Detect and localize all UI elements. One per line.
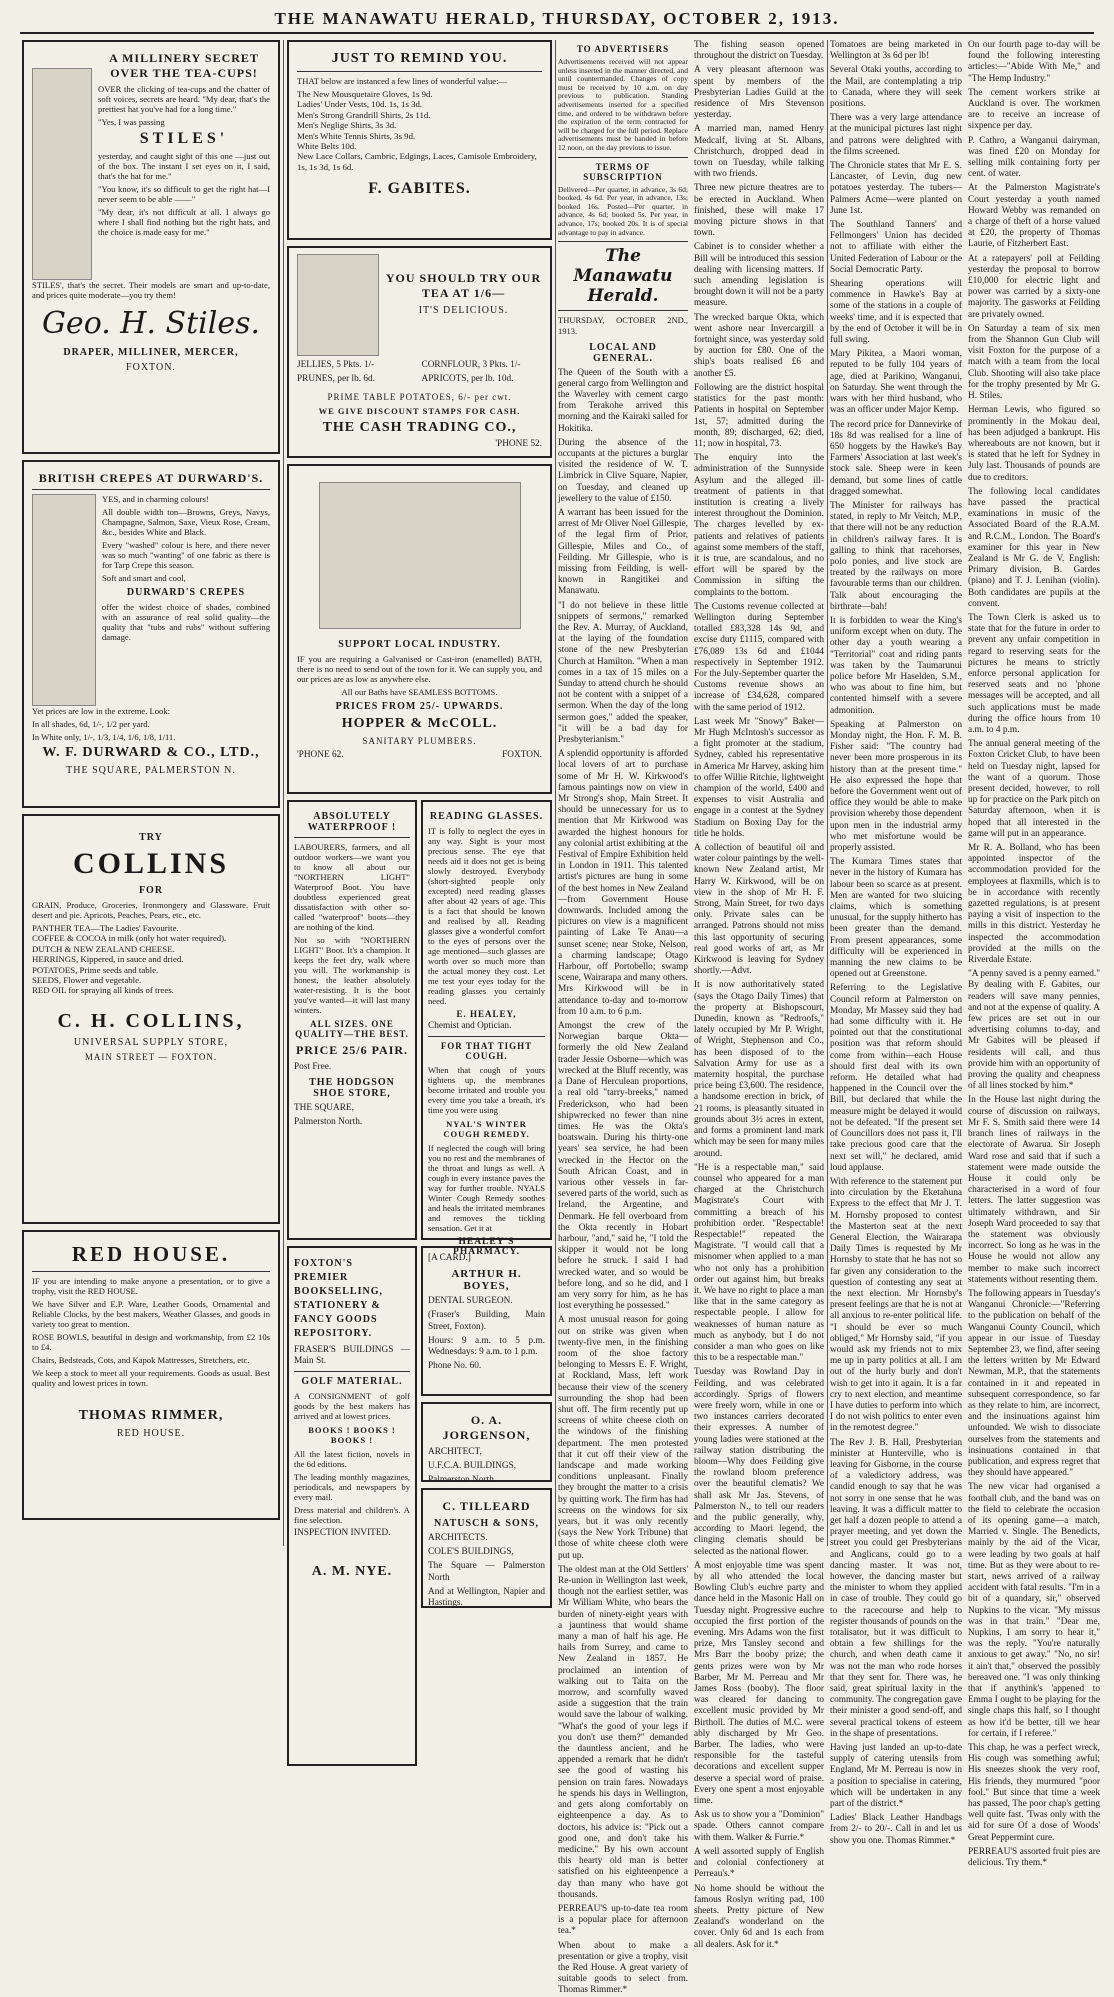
news-paragraph: Herman Lewis, who figured so prominently in the Mokau deal, has been adjudged a bankrupt. His whereabouts are not known, but it is stated that he left for Sydney in July last. Thousands of pounds are due to creditors.	[968, 405, 1100, 483]
ad-title: A MILLINERY SECRET OVER THE TEA-CUPS!	[109, 51, 259, 80]
news-paragraph: Tuesday was Rowland Day in Feilding, and was celebrated accordingly. Sprigs of flowers were freely worn, while in one or two instances carriers decorated their expresses. A number of young ladies were stationed at the railway station distributing the bloom—Why does Feilding give the rowland bloom preference over the beautiful clematis? We shall ask Mr Jas. Stevens, of Palmerston N., to tell our readers and the public generally, why, according to Maori legend, the clinging clematis should be selected as the national flower.	[694, 1367, 824, 1557]
news-paragraph: P. Cathro, a Wanganui dairyman, was fined £20 on Monday for selling milk containing forty per cent. of water.	[968, 135, 1100, 180]
ad-hodgson	[287, 800, 417, 1240]
price-item: APRICOTS, per lb. 10d.	[421, 374, 514, 385]
news-paragraph: The enquiry into the administration of the Sunnyside Asylum and the alleged ill-treatment of patients in that institution is creating a lively interest throughout the Dominion. The charges levelled by ex-patients and relatives of patients against some members of the staff, it is true, are scandalous, and no effort will be spared by the Commission in sifting the complaints to the bottom.	[694, 453, 824, 598]
list-item: COFFEE & COCOA in milk (only hot water required).	[32, 933, 227, 944]
ad-title: BRITISH CREPES AT DURWARD'S.	[32, 471, 270, 490]
section-title: GOLF MATERIAL.	[301, 1376, 403, 1388]
ad-row	[287, 1246, 552, 1766]
trade-line: DRAPER, MILLINER, MERCER,	[63, 347, 239, 358]
price-line: PRIME TABLE POTATOES, 6/- per cwt.	[327, 392, 512, 403]
dateline: THURSDAY, OCTOBER 2ND., 1913.	[558, 315, 688, 337]
signature: Geo. H. Stiles.	[41, 306, 261, 341]
ad-title: FOR THAT TIGHT COUGH.	[440, 1041, 533, 1062]
divider	[32, 1271, 270, 1272]
product-list	[32, 923, 270, 996]
ad-boyes	[421, 1246, 552, 1396]
column-2	[287, 40, 552, 1609]
news-paragraph: A warrant has been issued for the arrest of Mr Oliver Noel Gillespie, of the legal firm of Prior, Gillespie, Miles and Co., of Feilding. Mr Gillespie, who is missing from Feilding, is well-known in Rangitikei and Manawatu.	[558, 507, 688, 597]
news-paragraph: Amongst the crew of the Norwegian barque Okta—formerly the old New Zealand trader Jessie Osborne—which was wrecked at the Bluff recently, was a Dane of Herculean proportions, a real old "tarry-breeks," named Frederickson, who had been shipwrecked no fewer than nine times. He was the Okta's boatswain. During his thirty-one years' sea service, he had been wrecked in the Hector on the South African Coast, and in various other vessels in far-severed parts of the world, such as Ireland, the Argentine, and Denmark. He fell overboard from the Okta recently in Hobart harbour, "and," said he, "I told the skipper it would not be long before he struck. I said I had wrecked water, and so would be before long, and so he did, and I am very sorry for him, as he has lost everything he possessed."	[558, 1021, 688, 1312]
ad-text: THAT below are instanced a few lines of wonderful value:—	[297, 76, 508, 86]
news-paragraph: A well assorted supply of English and colonial confectionery at Perreau's.*	[694, 1846, 824, 1880]
section-title: LOCAL AND GENERAL.	[589, 341, 657, 364]
news-paragraph: The record price for Dannevirke of 18s 8d was realised for a line of 650 hoggets by the Hawke's Bay Farmers' Association at last week's stock sale. Sheep were in keen demand, but some lines of cattle dragged somewhat.	[830, 419, 962, 497]
ad-text: Dress material and children's. A fine selection.	[294, 1505, 410, 1526]
ad-text: We keep a stock to meet all your requirements. Goods as usual. Best quality and lowest prices in town.	[32, 1368, 270, 1388]
list-item: Ladies' Under Vests, 10d. 1s, 1s 3d.	[297, 99, 423, 110]
card-stack	[421, 1246, 552, 1766]
dress-lady-illustration	[32, 494, 96, 706]
news-paragraph: PERREAU'S up-to-date tea room is a popular place for afternoon tea.*	[558, 1903, 688, 1937]
ad-text: A CONSIGNMENT of golf goods by the best makers has arrived and at lowest prices.	[294, 1391, 410, 1422]
ad-text: "You know, it's so difficult to get the right hat—I never seem to be able ——"	[98, 184, 270, 204]
town: FOXTON.	[126, 362, 176, 373]
ad-text: The leading monthly magazines, periodicals, and newspapers by every mail.	[294, 1472, 410, 1503]
news-paragraph: In the House last night during the course of discussion on railways, Mr F. S. Smith said there were 14 branch lines of railways in the electorate of Awarua. Sir Joseph Ward rose and said that if such a statement were made outside the House it could only be characterised in a word of four letters. The latter suggestion was ultimately withdrawn, and Sir Joseph Ward proceeded to say that the statement was obviously incorrect. So long as he was in the House he would not allow any member to make such incorrect statements without resenting them.	[968, 1095, 1100, 1285]
news-paragraph: The Kumara Times states that never in the history of Kumara has labour been so scarce as at present. Men are wanted for two sluicing claims, which is something unusual, for the supply hitherto has been greater than the demand. From present appearances, some difficulty will be experienced in manning the new claims to be opened out at Greenstone.	[830, 857, 962, 980]
news-paragraph: Three new picture theatres are to be erected in Auckland. When finished, these will make 17 moving picture shows in that town.	[694, 183, 824, 239]
news-paragraph: There was a very large attendance at the municipal pictures last night and patrons were delighted with the films screened.	[830, 113, 962, 157]
column-4-right	[968, 40, 1100, 1869]
divider	[294, 1371, 410, 1372]
news-paragraph: On our fourth page to-day will be found the following interesting articles:—"Abide With Me," and "The Hemp Industry."	[968, 40, 1100, 84]
column-rule	[827, 40, 828, 1546]
brand-name: STILES'	[139, 130, 229, 147]
brand-name: DURWARD'S CREPES	[126, 587, 246, 598]
news-paragraph: Tomatoes are being marketed in Wellington at 3s 6d per lb!	[830, 40, 962, 62]
firm-name: E. HEALEY,	[456, 1009, 517, 1019]
column-rule	[283, 40, 284, 1546]
ad-text: We have Silver and E.P. Ware, Leather Goods, Ornamental and Reliable Clocks, by the best makers, Weather Glasses, and goods in variety too great to mention.	[32, 1299, 270, 1329]
ad-jorgenson	[421, 1402, 552, 1486]
ad-text: OVER the clicking of tea-cups and the chatter of soft voices, secrets are heard. "My dear, that's the prettiest hat you've had for a long time."	[98, 84, 270, 114]
phone: Phone No. 60.	[428, 1361, 482, 1372]
trade-line: DENTAL SURGEON.	[428, 1296, 513, 1307]
ad-text: All double width ton—Browns, Greys, Navys, Champagne, Salmon, Saxe, Vieux Rose, Cream, &c., besides White and Black.	[102, 507, 270, 537]
price-item: JELLIES, 5 Pkts. 1/-	[297, 360, 375, 370]
news-paragraph: A splendid opportunity is afforded local lovers of art to purchase some of Mr H. W. Kirkwood's famous paintings now on view in Mr Strong's shop, Main Street. It should be unnecessary for us to mention that Mr Kirkwood was awarded the highest honours for any colonial artist exhibiting at the Festival of Empire Exhibition held in London in 1911. This talented artist's pictures are hung in some of the best homes in New Zealand—from Government House downwards. Included among the pictures on view is a magnificent painting of Lake Te Anau—a sunset scene; near Stoke, Nelson, a charming landscape; Otago Harbour, off Portobello; swamp scene, Wairarapa and many others. Mrs Kirkwood will be in attendance to-day and to-morrow from 10 a.m. to 6 p.m.	[558, 749, 688, 1017]
owner-name: THOMAS RIMMER,	[78, 1408, 224, 1423]
news-paragraph: A married man, named Henry Medcalf, living at St. Albans, Christchurch, dropped dead in town on Tuesday, while talking with two friends.	[694, 124, 824, 180]
news-paragraph: A most enjoyable time was spent by all who attended the local Bowling Club's euchre party and dance held in the Masonic Hall on Tuesday night. Progressive euchre occupied the first portion of the evening. Mrs Adams won the first prize, Mrs Tansley second and Mrs Barr the booby prize; the gents prizes were won by Mr Barber, Mr M. Perreau and Mr James Ross (booby). The floor was cleared for dancing to excellent music provided by Mr Birtholl. The duties of M.C. were ably discharged by Mr Geo. Barber. The ladies, who were responsible for the tasteful decorations and excellent supper deserve a special word of praise. Every one spent a most enjoyable time.	[694, 1560, 824, 1807]
news-paragraph: A most unusual reason for going out on strike was given when twenty-five men, in the finishing room of the shoe factory belonging to Messrs E. F. Wright, at Rockland, Mass, left work because their view of the scenery surrounding the shop had been shut off. The firm recently put up screens of white cheese cloth on the windows of the finishing department. The men protested that it cut off their view of the landscape and made working conditions unpleasant. Finally they brought the matter to a crisis by quitting work. The firm has had screens on the windows for six years, but it was only recently (says the New York Tribune) that those of white cheese cloth were put up.	[558, 1315, 688, 1561]
column-3-left	[558, 40, 688, 1996]
news-paragraph: PERREAU'S assorted fruit pies are delicious. Try them.*	[968, 1846, 1100, 1869]
trade-line: Chemist and Optician.	[428, 1021, 512, 1031]
branches: And at Wellington, Napier and Hastings.	[428, 1586, 545, 1609]
news-paragraph: The cement workers strike at Auckland is over. The workmen are to receive an increase of sixpence per day.	[968, 87, 1100, 132]
news-paragraph: During the absence of the occupants at the pictures a burglar visited the residence of W. T. Limbrick in Clive Square, Napier, on Tuesday, and cleaned up jewellery to the value of £150.	[558, 437, 688, 504]
news-paragraph: Referring to the Legislative Council reform at Palmerston on Monday, Mr Massey said they had had some difficulty with it. He pointed out that the constitutional position was that reform should come from within—each House should first deal with its own reform. He detailed what had happened in the Council over the Bill, but declared that while the measure might be delayed it would not be defeated. "If the present set of Councillors does not pass it, I'll take precious good care that the next set will," he declared, amid loud applause.	[830, 983, 962, 1173]
news-paragraph: It is forbidden to wear the King's uniform except when on duty. The other day a youth wearing a "Territorial" coat and riding pants was taken by the Taumarunui police before Mr Haselden, S.M., who was about to fine him, but contented himself with a severe admonition.	[830, 615, 962, 716]
news-paragraph: With reference to the statement put into circulation by the Eketahuna Express to the effect that Mr J. T. M. Hornsby proposed to contest the Masterton seat at the next General Election, the Wairarapa Daily Times is requested by Mr Hornsby to state that he has not so far given any consideration to the question of contesting any seat at the next election. Mr Hornsby's present feelings are that he is not at all anxious to re-enter political life. "I should be ever so much obliged," Mr Hornsby said, "if you would ask my friends not to mix me up in party politics at all. I am out of the hurly burly and don't wish to get into it again. It is a far cry to next election, and meantime I have duties to perform into which I do not wish politics to enter even in the remotest degree."	[830, 1176, 962, 1434]
address: MAIN STREET — FOXTON.	[84, 1051, 218, 1062]
section-title: BOOKS ! BOOKS ! BOOKS !	[308, 1425, 396, 1446]
ad-text: YES, and in charming colours!	[102, 494, 209, 504]
divider	[558, 157, 688, 158]
ad-cash-trading	[287, 246, 552, 458]
ad-text: IF you are intending to make anyone a presentation, or to give a trophy, visit the RED HOUSE.	[32, 1276, 270, 1296]
price-line: PRICE 25/6 PAIR.	[295, 1043, 409, 1057]
list-item: White Belts 10d.	[297, 141, 357, 152]
ad-text: In all shades, 6d, 1/-, 1/2 per yard.	[32, 719, 150, 729]
ad-title: RED HOUSE.	[71, 1242, 231, 1266]
news-paragraph: Shearing operations will commence in Hawke's Bay at some of the stations in a couple of weeks' time, and it is expected that by the end of October it will be in full swing.	[830, 279, 962, 346]
invite-line: INSPECTION INVITED.	[294, 1528, 391, 1539]
news-paragraph: No home should be without the famous Roslyn writing pad, 100 sheets. Pretty picture of New Zealand's wonderland on the cover. Only 6d and 1s each from all dealers. Ask for it.*	[694, 1883, 824, 1950]
ad-text: IF you are requiring a Galvanised or Cast-iron (enamelled) BATH, there is no need to send out of the town for it. We can supply you, and our prices are as low as anywhere else.	[297, 654, 542, 684]
firm-name: ARTHUR H. BOYES,	[451, 1268, 522, 1293]
firm-name: W. F. DURWARD & CO., LTD.,	[42, 745, 260, 760]
ad-text: "Yes, I was passing	[98, 117, 165, 127]
ad-title: YOU SHOULD TRY OUR TEA AT 1/6—	[385, 271, 542, 300]
ad-title: ABSOLUTELY WATERPROOF !	[307, 811, 397, 833]
ad-title: COLLINS	[72, 847, 230, 880]
news-paragraph: At a ratepayers' poll at Feilding yesterday the proposal to borrow £10,000 for electric light and power was carried by a sixty-one majority. The gasworks at Feilding are privately owned.	[968, 253, 1100, 320]
ad-nye	[287, 1246, 417, 1766]
news-paragraph: The Rev J. B. Hall, Presbyterian minister at Hunterville, who is leaving for Gisborne, in the course of a valedictory address, was candid enough to say that he was not sorry in one sense that he was leaving. It was a difficult matter to get half a dozen people to attend a prayer meeting, and yet down the street you could get Presbyterians and Anglicans, could go to a dancing master. It was not, however, the dancing master but the minister to whom they applied in case of trouble. They could go to the racecourse and help to register thousands of pounds on the totalisator, but it was difficult to obtain a few shillings for the church, and when death came it was not the man who rode horses that they sent for. There was, he said, great spiritual laxity in the community. The congregation gave their minister a good send-off, and several practical tokens of esteem in the shape of presentations.	[830, 1437, 962, 1739]
ad-gabites	[287, 40, 552, 240]
ad-text: offer the widest choice of shades, combined with an assurance of real solid quality—the quality that "tubs and rubs" without suffering damage.	[102, 602, 270, 642]
news-paragraph: Several Otaki youths, according to the Mail, are contemplating a trip to Canada, where they will seek positions.	[830, 65, 962, 110]
notice-text: Advertisements received will not appear unless inserted in the manner directed, and until countermanded. Changes of copy must be received by 10 a.m. on day previous to publication. Standing advertisements inserted for a specified time, and ordered to be withdrawn before the expiration of the term contracted for will be charged for the full period. Replace advertisements must be handed in before 12 noon, on the day previous to issue.	[558, 57, 688, 152]
news-paragraph: "He is a respectable man," said counsel who appeared for a man charged at the Christchurch Magistrate's Court with committing a breach of his prohibition order. "Respectable! Respectable!" repeated the Magistrate. "I would call that a misnomer when applied to a man who not only has a prohibition order out against him, but breaks it. We have no right to place a man like that in the same category as respectable people. I allow for weaknesses of human nature as much as anybody, but I do not consider a man who goes on like this to be a respectable man."	[694, 1162, 824, 1364]
firm-name: A. M. NYE.	[311, 1563, 393, 1579]
column-3-right	[694, 40, 824, 1950]
news-paragraph: On Saturday a team of six men from the Shannon Gun Club will visit Foxton for the purpose of a match with a team from the local Club. Shooting will also take place for the trophy presented by Mr G. H. Stiles.	[968, 323, 1100, 402]
ad-tilleard	[421, 1488, 552, 1608]
firm-name: THE CASH TRADING CO.,	[322, 420, 517, 436]
building: COLE'S BUILDINGS,	[428, 1547, 514, 1558]
ad-text: GRAIN, Produce, Groceries, Ironmongery and Glassware. Fruit desert and pie. Apricots, Peaches, Pears, etc., etc.	[32, 900, 270, 920]
column-3-split	[558, 40, 824, 1996]
hours: Hours: 9 a.m. to 5 p.m. Wednesdays: 9 a.m. to 1 p.m.	[428, 1335, 545, 1358]
divider	[558, 241, 688, 242]
news-paragraph: Cabinet is to consider whether a Bill will be introduced this session dealing with licensing matters. If such amending legislation is brought down it will not be a party measure.	[694, 242, 824, 309]
news-paragraph: The new vicar had organised a football club, and the band was on the field to celebrate the occasion of its opening game—a match, Married v. Single. The Benedicts, mainly by the aid of the Vicar, were leading by two goals at half time. But as they were about to re-start, news arrived of a railway accident with fatal results. "I'm in a bit of a quandary, sir," observed Nupkins to the vicar. "My missus was in that train." "Dear me, Nupkins, I am sorry to hear it," was the reply. "You're naturally anxious to get away." "No, no sir! it ain't that," observed the possibly bereaved one. "I was only thinking that if anythink's 'appened to Emma I ought to be playing for the single chaps this half, so I thought as how it'd be better, till we hear for certain, if I referee."	[968, 1482, 1100, 1739]
column-4-split	[830, 40, 1100, 1869]
firm-name-2: NATUSCH & SONS,	[433, 1518, 540, 1529]
notice-title: TERMS OF SUBSCRIPTION	[583, 161, 663, 182]
news-paragraph: Ladies' Black Leather Handbags from 2/- to 20/-. Call in and let us show you one. Thomas Rimmer.*	[830, 1813, 962, 1846]
column-4	[830, 40, 1100, 1869]
address: THE SQUARE, PALMERSTON N.	[66, 765, 236, 776]
ad-text: Chairs, Bedsteads, Cots, and Kapok Mattresses, Stretchers, etc.	[32, 1355, 250, 1365]
news-paragraph: Last week Mr "Snowy" Baker—Mr Hugh McIntosh's successor as a fight promoter at the stadium, Sydney, cabled his representative in America Mr Harvey, asking him to offer Willie Ritchie, lightweight champion of the world, £400 and expenses to visit Australia and engage in a contest at the Sydney Stadium on Boxing Day for the title he holds.	[694, 716, 824, 839]
masthead: THE MANAWATU HERALD, THURSDAY, OCTOBER 2, 1913.	[20, 6, 1094, 34]
address: U.F.C.A. BUILDINGS,	[428, 1461, 517, 1472]
newspaper-flag: The Manawatu Herald.	[573, 246, 673, 307]
hat-lady-illustration	[32, 68, 92, 280]
list-item: RED OIL for spraying all kinds of trees.	[32, 985, 174, 996]
list-item: Men's Strong Grandrill Shirts, 2s 11d.	[297, 109, 431, 120]
ad-durward	[22, 460, 280, 808]
price-item: CORNFLOUR, 3 Pkts. 1/-	[421, 360, 521, 370]
notice-text: Delivered—Per quarter, in advance, 3s 6d; booked, 4s 6d. Per year, in advance, 13s; booked 16s. Posted—Per quarter, in advance, 4s 6d; booked 5s. Per year, in advance, 17s; booked 20s. It is of special advantage to pay in advance.	[558, 184, 688, 237]
news-paragraph: When about to make a presentation or give a trophy, visit the Red House. A great variety of suitable goods to select from. Thomas Rimmer.*	[558, 1940, 688, 1996]
divider	[297, 71, 542, 72]
list-item: POTATOES, Prime seeds and table.	[32, 964, 159, 975]
ad-text: Soft and smart and cool,	[102, 573, 186, 583]
ad-subtitle: IT'S DELICIOUS.	[418, 305, 509, 316]
ad-red-house	[22, 1230, 280, 1520]
divider	[558, 310, 688, 311]
ad-title: JUST TO REMIND YOU.	[331, 51, 508, 66]
ad-text: STILES', that's the secret. Their models are smart and up-to-date, and prices quite moderate—you try them!	[32, 280, 270, 300]
news-paragraph: A very pleasant afternoon was spent by members of the Presbyterian Ladies Guild at the residence of Mrs Stevenson yesterday.	[694, 65, 824, 121]
phone: 'PHONE 62.	[297, 750, 344, 760]
ad-text: "My dear, it's not difficult at all. I always go where I shall find nothing but the right hats, and the choice is made easy for me."	[98, 207, 270, 237]
town: Palmerston North.	[294, 1117, 363, 1128]
divider	[428, 1036, 545, 1037]
news-paragraph: This chap, he was a perfect wreck, His cough was something awful; His sneezes shook the very roof, His friends, they murmured "poor fool." But since that time a week has passed, The poor chap's getting well quite fast. 'Twas only with the aid for sure Of a dose of Woods' Great Peppermint cure.	[968, 1743, 1100, 1843]
column-rule	[555, 40, 556, 1546]
bath-illustration	[319, 482, 521, 629]
firm-name: C. TILLEARD	[442, 1499, 531, 1513]
ad-title: FOXTON'S PREMIER BOOKSELLING, STATIONERY & FANCY GOODS REPOSITORY.	[294, 1258, 383, 1339]
trade-line: ARCHITECTS.	[428, 1533, 488, 1543]
news-items	[558, 368, 688, 1997]
news-paragraph: Ask us to show you a "Dominion" spade. Others cannot compare with them. Walker & Furrie.*	[694, 1810, 824, 1843]
address: (Fraser's Building, Main Street, Foxton).	[428, 1310, 545, 1332]
product-list	[297, 89, 542, 172]
list-item: DUTCH & NEW ZEALAND CHEESE.	[32, 943, 175, 954]
news-paragraph: It is now authoritatively stated (says the Otago Daily Times) that the property at Bishopscourt, Dunedin, known as "Redroofs," lately occupied by Mr P. Wright, of Wright, Stephenson and Co., has been disposed of to the Salvation Army for use as a maternity hospital, the purchase price being £3,600. The residence, a handsome erection in brick, of 21 rooms, is pleasantly situated in grounds about 3½ acres in extent, and forms a prominent land mark which may be seen for many miles around.	[694, 980, 824, 1159]
ad-collins	[22, 814, 280, 1224]
sizes-line: ALL SIZES. ONE QUALITY—THE BEST.	[295, 1019, 409, 1039]
column-4-left	[830, 40, 962, 1846]
news-paragraph: Speaking at Palmerston on Monday night, the Hon. F. M. B. Fisher said: "The country had never been more prosperous in its history than at the present time." He also expressed the hope that before the Government went out of office they would be able to make provision whereby those dependent upon men in the industrial army who met misfortune would be properly assisted.	[830, 719, 962, 854]
news-paragraph: "A penny saved is a penny earned." By dealing with F. Gabites, our readers will save many pennies, and not at the expense of quality. A few prices are set out in our advertising columns to-day, and Mr Gabites will be pleased if residents will call, and thus provide him with an opportunity of proving the quality and cheapness of all lines stocked by him.*	[968, 969, 1100, 1092]
list-item: New Lace Collars, Cambric, Edgings, Laces, Camisole Embroidery, 1s, 1s 3d, 1s 6d.	[297, 151, 537, 172]
ad-text: Every "washed" colour is here, and there never was so much "wanting" of one fabric as there is for Tarp Crepe this season.	[102, 540, 270, 570]
divider	[294, 837, 410, 838]
ad-stiles	[22, 40, 280, 454]
ad-text: All the latest fiction, novels in the 6d editions.	[294, 1449, 410, 1470]
news-paragraph: Mr R. A. Bolland, who has been appointed inspector of the accommodation provided for the employees at flaxmills, which is to be in accordance with recently gazetted regulations, is at present paying a visit of inspection to the mills in this district. Yesterday he inspected the accommodation provided at the mills on the Riverdale Estate.	[968, 843, 1100, 966]
news-paragraph: The following local candidates have passed the practical examinations in music of the Associated Board of the R.A.M. and R.C.M., London. The Board's examiner for this year in New Zealand is Mr G. de V. English: Primary division, B. Gardes (piano) and T. J. Lenihan (violin). Both candidates are pupils at the convent.	[968, 486, 1100, 609]
firm-name: THE HODGSON SHOE STORE,	[309, 1077, 395, 1100]
firm-name: C. H. COLLINS,	[57, 1009, 245, 1032]
store-name: UNIVERSAL SUPPLY STORE,	[73, 1036, 229, 1048]
news-paragraph: The Southland Tanners' and Fellmongers' Union has decided not to affiliate with either the United Federation of Labour or the Social Democratic Party.	[830, 220, 962, 275]
ad-text: yesterday, and caught sight of this one —just out of the box. The instant I set eyes on it, I said, that's the hat for me."	[98, 151, 270, 181]
ad-text: Yet prices are low in the extreme. Look:	[32, 706, 171, 716]
list-item: SEEDS, Flower and vegetable.	[32, 975, 142, 986]
news-paragraph: The Town Clerk is asked us to state that for the future in order to prevent any unfair competition in regard to reserving seats for the pictures he means to strictly enforce personal application for reserved seats and no 'phone messages will be accepted, and all such applications must be made during the office hours from 10 a.m. to 4 p.m.	[968, 612, 1100, 735]
town: FOXTON.	[502, 750, 542, 760]
firm-name: O. A. JORGENSON,	[442, 1413, 531, 1442]
trade-line: ARCHITECT,	[428, 1447, 482, 1457]
list-item: PANTHER TEA—The Ladies' Favourite.	[32, 923, 179, 933]
price-line: PRICES FROM 25/- UPWARDS.	[335, 701, 504, 712]
trade-line: SANITARY PLUMBERS.	[362, 736, 477, 746]
ad-text: In White only, 1/-, 1/3, 1/4, 1/6, 1/8, 1/11.	[32, 732, 176, 742]
list-item: HERRINGS, Kippered, in sauce and dried.	[32, 954, 184, 965]
address: The Square — Palmerston North	[428, 1561, 545, 1583]
ad-text: IT is folly to neglect the eyes in any way. Sight is your most precious sense. The eye that needs aid it does not get is being slowly destroyed. Everybody (short-sighted people only excepted) need reading glasses after about 42 years of age. This is a fact that should be known and realised by all. Reading glasses give a wonderful comfort to the eyes of persons over the age mentioned—such glasses are worth over so much more than the actual money they cost. Let me test your eyes today for the reading glasses you certainly need.	[428, 826, 545, 1006]
store-name: RED HOUSE.	[116, 1428, 186, 1439]
price-list	[297, 360, 542, 388]
ad-text: LABOURERS, farmers, and all outdoor workers—we want you to know all about our "NORTHERN LIGHT" Waterproof Boot. You have doubtless experienced great dissatisfaction with other so-called "waterproof" boots—they are nothing of the kind.	[294, 842, 410, 932]
news-paragraph: Mary Pikitea, a Maori woman, reputed to be fully 104 years of age, died at Parikino, Wanganui, on Saturday. She went through the wars with her third husband, who was an officer under Major Kemp.	[830, 349, 962, 416]
news-paragraph: The fishing season opened throughout the district on Tuesday.	[694, 40, 824, 62]
news-paragraph: Following are the district hospital statistics for the past month: Patients in hospital on September 1st, 57; admitted during the month, 89; discharged, 62; died, 11; now in hospital, 73.	[694, 382, 824, 449]
list-item: Men's Neglige Shirts, 3s 3d.	[297, 120, 397, 131]
pharmacy-name: HEALEY'S PHARMACY.	[453, 1237, 520, 1258]
ad-title: SUPPORT LOCAL INDUSTRY.	[338, 639, 501, 650]
firm-name: HOPPER & McCOLL.	[341, 716, 498, 731]
town: Palmerston North.	[428, 1475, 497, 1486]
news-paragraph: The wrecked barque Okta, which went ashore near Invercargill a fortnight since, was yesterday sold by auction for £80. One of the ship's boats realised £6 and another £5.	[694, 312, 824, 379]
ad-text: When that cough of yours tightens up, the membranes become irritated and trouble you every time you take a breath, it's time you were using	[428, 1065, 545, 1116]
column-1	[22, 40, 280, 1546]
column-3	[558, 40, 824, 1996]
notice-title: TO ADVERTISERS	[576, 44, 670, 54]
news-paragraph: The Customs revenue collected at Wellington during September totalled £83,328 14s 9d, and excise duty £1115, compared with £76,089 13s 6d and £1044 respectively in September 1912. For the July-September quarter the Customs revenue shows an increase of £34,628, compared with the same period of 1912.	[694, 601, 824, 713]
news-paragraph: The Queen of the South with a general cargo from Wellington and the Waverley with cement cargo from Terakohe arrived this morning and the Kairaki sailed for Hokitika.	[558, 367, 688, 434]
card-label: [A CARD.]	[428, 1253, 471, 1263]
list-item: Men's White Tennis Shirts, 3s 9d.	[297, 130, 416, 141]
firm-name: F. GABITES.	[368, 180, 471, 198]
ad-kicker: TRY	[139, 832, 163, 843]
news-paragraph: A collection of beautiful oil and water colour paintings by the well-known New Zealand artist, Mr Harry W. Kirkwood, will be on view in the shop of Mr H. F. Strong, Main Street, for two days only. Private sales can be arranged. Patrons should not miss this last opportunity of securing real good works of art, as Mr Kirkwood is leaving for Sydney shortly.—Advt.	[694, 843, 824, 977]
news-paragraph: The Minister for railways has stated, in reply to Mr Veitch, M.P., that there will not be any reduction in children's railway fares. It is galling to think that racehorses, polo ponies, and live stock are treated by the railways on more favourable terms than our children. Talk about encouraging the birthrate—bah!	[830, 500, 962, 612]
ad-title: READING GLASSES.	[429, 811, 544, 822]
price-item: PRUNES, per lb. 6d.	[297, 374, 375, 385]
news-paragraph: "I do not believe in these little snippets of sermons," remarked the Rev. A. Murray, of Auckland, at the laying of the foundation stone of the new Presbyterian Church at Hamilton. "When a man comes in a tax of 15 miles on a Sunday to attend church he should not be content with a snippet of a sermon. When the day of the long sermon goes," added the speaker, "it will be a bad day for Presbyterianism."	[558, 600, 688, 745]
ad-text: All our Baths have SEAMLESS BOTTOMS.	[341, 687, 498, 697]
news-paragraph: Having just landed an up-to-date supply of catering utensils from England, Mr M. Perreau is now in a position to specialise in catering, which will be undertaken in any part of the district.*	[830, 1743, 962, 1810]
ad-kicker: FOR	[138, 885, 164, 896]
news-paragraph: The annual general meeting of the Foxton Cricket Club, to have been held on Tuesday night, lapsed for the want of a quorum. Those present decided, however, to roll up for practice on the Park pitch on Saturday afternoon, when it is hoped that all interested in the game will put in an appearance.	[968, 739, 1100, 839]
news-paragraph: The following appears in Tuesday's Wanganui Chronicle:—"Referring to the publication on behalf of the Wanganui County Council, which appear in our issue of Tuesday September 23, we find, after seeing the letters written by Mr Edward Newman, M.P., that the statements contained in it and repeated in subsequent correspondence, so far as they relate to him, are incorrect, and the insinuations against him unfounded. We wish to dissociate ourselves from the statements and insinuations contained in that publication, and express regret that they should have appeared."	[968, 1288, 1100, 1479]
ad-text: If neglected the cough will bring you no rest and the membranes of the throat and lungs as well. A cough in every instance paves the way for further trouble. NYALS Winter Cough Remedy soothes and heals the irritated membranes and removes the tickling sensation. Get it at	[428, 1143, 545, 1234]
tea-drinker-illustration	[297, 254, 379, 356]
product-name: NYAL'S WINTER COUGH REMEDY.	[443, 1119, 530, 1140]
ad-text: ROSE BOWLS, beautiful in design and workmanship, from £2 10s to £4.	[32, 1332, 270, 1352]
ad-text: Not so with "NORTHERN LIGHT" Boot. It's a champion. It keeps the feet dry, walk where you will. The workmanship is honest, the leather absolutely water-resisting. It is the boot you've wanted—it will last many winters.	[294, 935, 410, 1015]
address: FRASER'S BUILDINGS — Main St.	[294, 1345, 410, 1367]
news-paragraph: The oldest man at the Old Settlers' Re-union in Wellington last week, though not the earliest settler, was Mr William White, who bears the burden of ninety-eight years with a jauntiness that would shame many a man of half his age. He hails from Surrey, and came to New Zealand in 1857. He proclaimed an intention of walking out to Taita on the morrow, and scornfully waved aside a suggestion that the train would save the labour of walking. "What's the good of your legs if you don't use them?" demanded the dauntless ancient, and he appended a remark that he didn't see the good of wasting his pension on train fares. Nowadays he spends his days in Wellington, and gets along comfortably on eighteenpence a day. As to doctors, his advice is: "Pick out a good one, and don't take his medicine." By his own account this hearty old man is better satisfied on his eighteenpence a day than many who have got thousands.	[558, 1564, 688, 1900]
phone: 'PHONE 52.	[495, 439, 542, 450]
footer-line	[297, 750, 542, 764]
address: THE SQUARE,	[294, 1103, 354, 1114]
list-item: The New Mousquetaire Gloves, 1s 9d.	[297, 89, 433, 99]
news-paragraph: The Chronicle states that Mr E. S. Lancaster, of Levin, dug new potatoes yesterday. The tubers—Palmers Acme—were planted on June 1st.	[830, 161, 962, 216]
ad-hopper-mccoll	[287, 464, 552, 794]
post-line: Post Free.	[294, 1062, 332, 1072]
news-paragraph: At the Palmerston Magistrate's Court yesterday a youth named Howard Webby was remanded on a charge of theft of a horse valued at £20, the property of Thomas Laurie, of Fitzherbert East.	[968, 183, 1100, 250]
stamps-line: WE GIVE DISCOUNT STAMPS FOR CASH.	[318, 406, 521, 417]
